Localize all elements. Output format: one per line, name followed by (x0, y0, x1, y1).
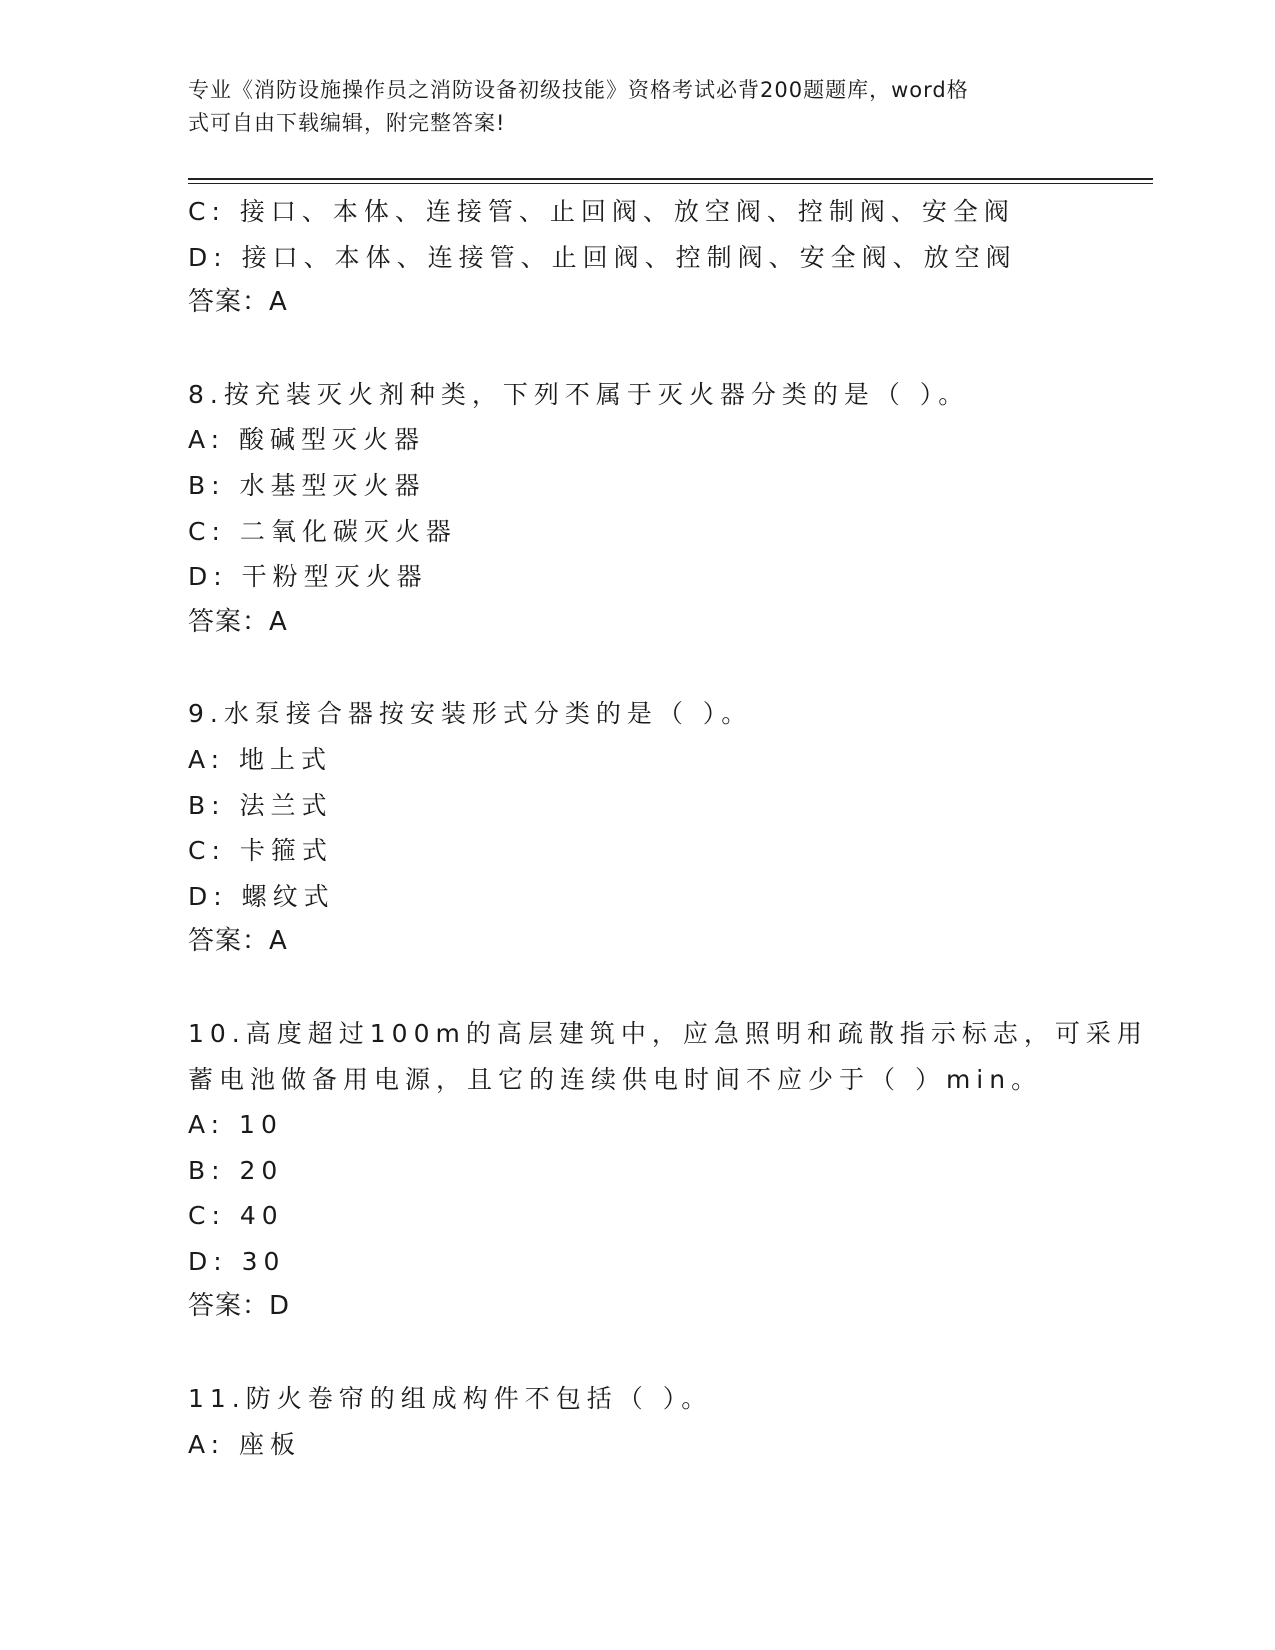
q7-option-c: C: 接口、本体、连接管、止回阀、放空阀、控制阀、安全阀 (188, 197, 1015, 226)
q10-option-c: C: 40 (188, 1201, 284, 1231)
header-divider-thin (188, 183, 1153, 184)
question-8 (188, 372, 1108, 646)
q8-option-a: A: 酸碱型灭火器 (188, 425, 426, 455)
spacer (188, 1330, 1108, 1376)
q8-stem: 8.按充装灭火剂种类，下列不属于灭火器分类的是（ ）。 (188, 379, 970, 409)
question-10 (188, 1011, 1148, 1330)
q10-answer: 答案：D (188, 1291, 291, 1322)
q7-answer: 答案：A (188, 287, 288, 318)
q10-option-d: D: 30 (188, 1246, 286, 1276)
question-11 (188, 1376, 1108, 1467)
q9-answer: 答案：A (188, 926, 288, 957)
q10-stem-line-1: 10.高度超过100m的高层建筑中，应急照明和疏散指示标志，可采用 (188, 1018, 1148, 1048)
q10-option-a: A: 10 (188, 1110, 283, 1140)
document-header (188, 74, 1068, 140)
q11-option-a: A: 座板 (188, 1429, 302, 1459)
q9-option-a: A: 地上式 (188, 744, 333, 774)
q10-option-b: B: 20 (188, 1155, 284, 1185)
q10-stem-line-2: 蓄电池做备用电源，且它的连续供电时间不应少于（ ）min。 (188, 1064, 1043, 1094)
question-7 (188, 189, 1108, 326)
spacer (188, 326, 1108, 372)
q8-option-c: C: 二氧化碳灭火器 (188, 516, 457, 546)
spacer (188, 965, 1108, 1011)
question-list (188, 189, 1148, 1467)
q9-stem: 9.水泵接合器按安装形式分类的是（ ）。 (188, 699, 753, 729)
question-9 (188, 691, 1108, 965)
q9-option-c: C: 卡箍式 (188, 836, 333, 866)
header-divider-thick (188, 178, 1153, 180)
q7-option-d: D: 接口、本体、连接管、止回阀、控制阀、安全阀、放空阀 (188, 242, 1017, 272)
header-line-1: 专业《消防设施操作员之消防设备初级技能》资格考试必背200题题库，word格 (188, 78, 969, 102)
q8-option-d: D: 干粉型灭火器 (188, 562, 428, 592)
q8-option-b: B: 水基型灭火器 (188, 470, 426, 500)
q11-stem: 11.防火卷帘的组成构件不包括（ ）。 (188, 1384, 713, 1414)
header-line-2: 式可自由下载编辑，附完整答案! (188, 111, 506, 135)
q9-option-d: D: 螺纹式 (188, 881, 335, 911)
q9-option-b: B: 法兰式 (188, 790, 333, 820)
q8-answer: 答案：A (188, 606, 288, 637)
spacer (188, 645, 1108, 691)
